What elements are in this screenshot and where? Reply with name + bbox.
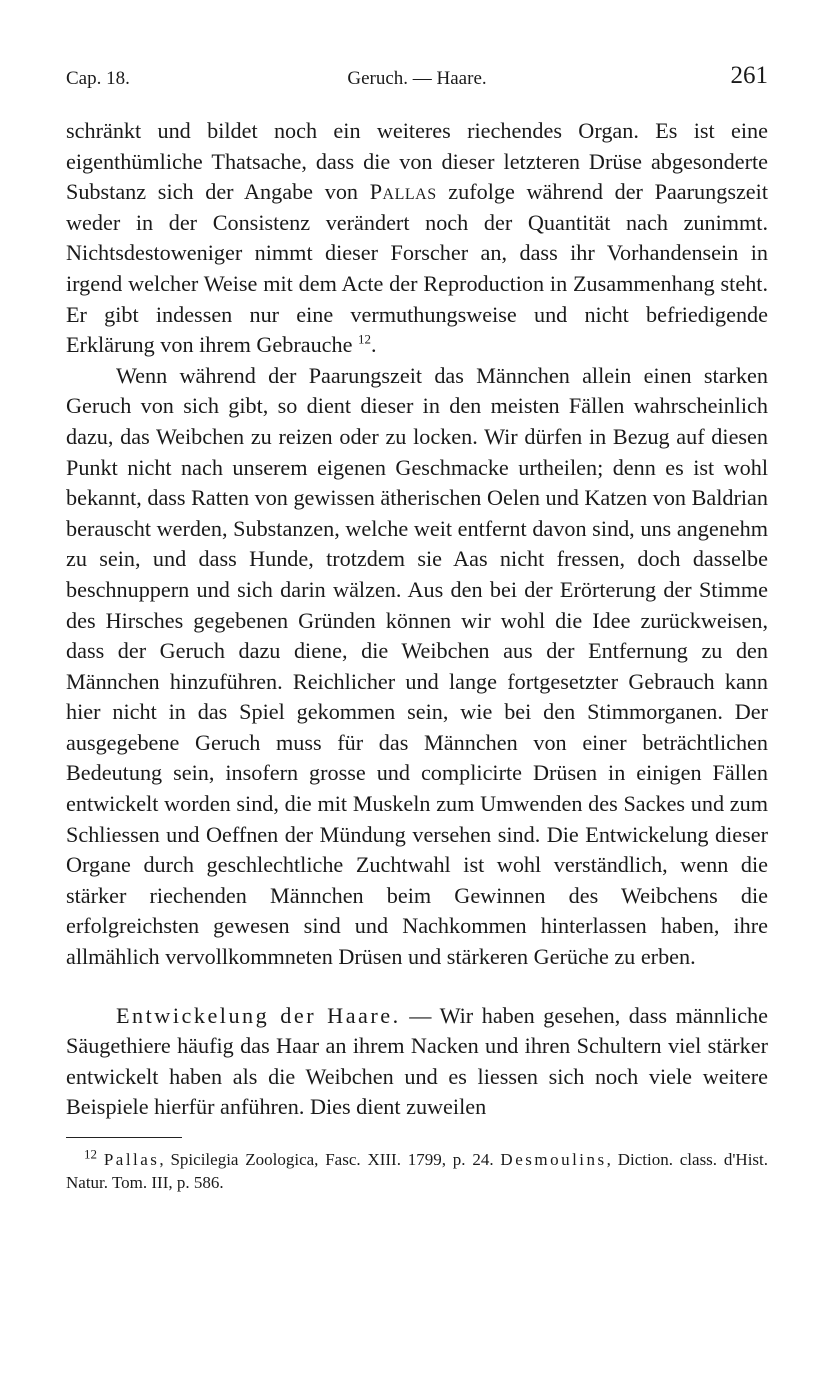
section-text: — Wir haben gesehen, dass männliche Säugethiere häufig das Haar an ihrem Nacken und ihren Schultern viel stärker entwickelt haben als die Weibchen und es liessen sich noch viele weitere Beispiele hierfür anführen. Dies dient zuweilen — [66, 1002, 768, 1120]
paragraph-1-part-c: . — [371, 332, 377, 358]
footnote-reference[interactable]: 12 — [358, 331, 372, 347]
running-header — [66, 62, 768, 96]
main-text — [66, 116, 768, 1123]
paragraph-1-part-a: schränkt und bildet noch ein weiteres riechendes Organ. Es ist eine eigenthümliche Thatsache, dass die von dieser letzteren Drüse abgesonderte Substanz sich der Angabe von — [66, 118, 768, 205]
footnote-number: 12 — [84, 1146, 97, 1162]
paragraph-1-part-b: zufolge während der Paarungszeit weder in der Consistenz verändert noch der Quantität nach zunimmt. Nichtsdestoweniger nimmt dieser Forscher an, dass ihr Vorhandensein in irgend welcher Weise mit dem Acte der Reproduction in Zusammenhang steht. Er gibt indessen nur eine vermuthungsweise und nicht befriedigende Erklärung von ihrem Gebrauche — [66, 179, 768, 358]
footnote-author-1: Pallas — [103, 1150, 160, 1169]
paragraph-2: Wenn während der Paarungszeit das Männchen allein einen starken Geruch von sich gibt, so dient dieser in den meisten Fällen wahrscheinlich dazu, das Weibchen zu reizen oder zu locken. Wir dürfen in Bezug auf diesen Punkt nicht nach unserem eigenen Geschmacke urtheilen; denn es ist wohl bekannt, dass Ratten von gewissen ätherischen Oelen und Katzen von Baldrian berauscht werden, Substanzen, welche weit entfernt davon sind, uns angenehm zu sein, und dass Hunde, trotzdem sie Aas nicht fressen, doch dasselbe beschnuppern und sich darin wälzen. Aus den bei der Erörterung der Stimme des Hirsches gegebenen Gründen können wir wohl die Idee zurückweisen, dass der Geruch dazu diene, die Weibchen aus der Entfernung zu den Männchen hinzuführen. Reichlicher und lange fortgesetzter Gebrauch kann hier nicht in das Spiel gekommen sein, wie bei den Stimmorganen. Der ausgegebene Geruch muss für das Männchen von einer beträchtlichen Bedeutung sein, insofern grosse und complicirte Drüsen in einigen Fällen entwickelt worden sind, die mit Muskeln zum Umwenden des Sackes und zum Schliessen und Oeffnen der Mündung versehen sind. Die Entwickelung dieser Organe durch geschlechtliche Zuchtwahl ist wohl verständlich, wenn die stärker riechenden Männchen beim Gewinnen des Weibchens die erfolgreichsten gewesen sind und Nachkommen hinterlassen haben, ihre allmählich vervollkommneten Drüsen und stärkeren Gerüche zu erben. — [66, 362, 768, 970]
book-page — [66, 62, 768, 1194]
footnote-divider — [66, 1137, 182, 1138]
page-number: 261 — [730, 62, 768, 89]
chapter-label: Cap. 18. — [66, 68, 130, 89]
author-pallas: Pallas — [369, 179, 437, 205]
running-title: Geruch. — Haare. — [347, 68, 487, 89]
footnote-12 — [66, 1148, 768, 1194]
footnotes — [66, 1148, 768, 1194]
section-paragraph — [66, 1001, 768, 1123]
footnote-author-2: Desmoulins — [500, 1150, 607, 1169]
footnote-text-1: , Spicilegia Zoologica, Fasc. XIII. 1799, p. 24. — [159, 1150, 501, 1169]
footnote-text-2: , Diction. class. d'Hist. Natur. Tom. III, p. 586. — [66, 1150, 769, 1192]
section-heading: Entwickelung der Haare. — [116, 1002, 401, 1028]
paragraph-1 — [66, 116, 768, 361]
